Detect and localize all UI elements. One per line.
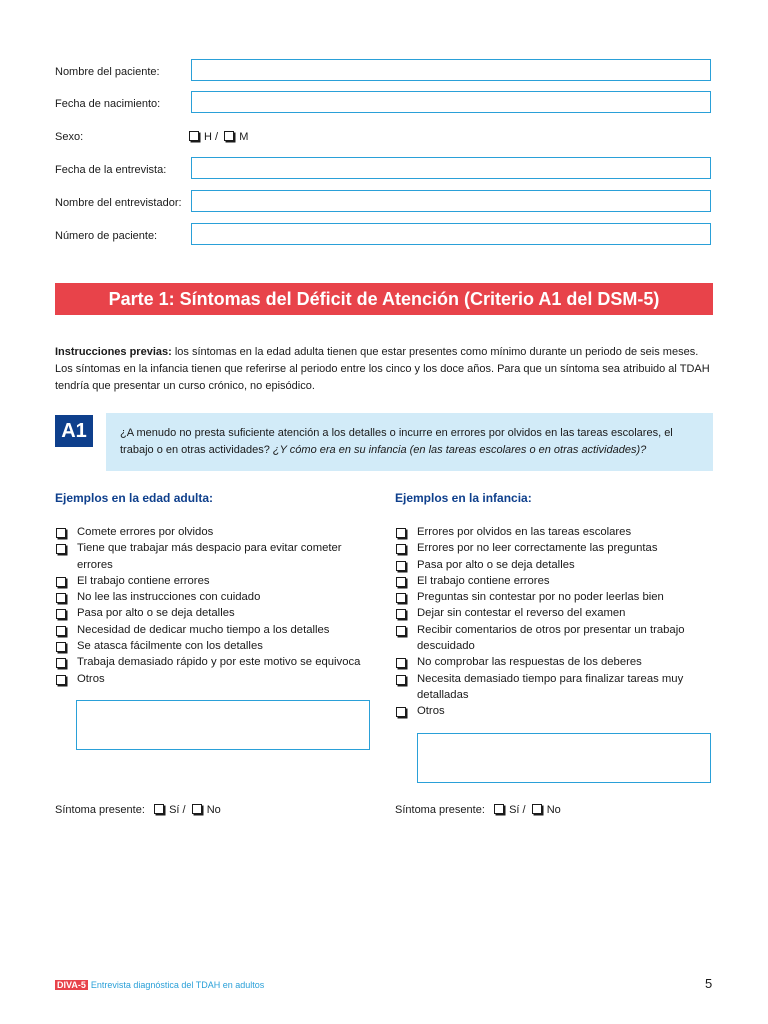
list-item-label: Trabaja demasiado rápido y por este motivo se equivoca (77, 656, 361, 669)
list-item-label: Errores por olvidos en las tareas escolares (417, 526, 632, 538)
list-item (55, 605, 375, 621)
criterion-badge: A1 (55, 415, 93, 447)
interview-date-field[interactable] (191, 157, 711, 179)
child-examples-list (395, 524, 713, 720)
list-item-label: Necesidad de dedicar mucho tiempo a los detalles (77, 623, 330, 636)
list-item (395, 540, 713, 556)
list-item (55, 671, 375, 687)
list-item-label: Pasa por alto o se deja detalles (417, 558, 575, 571)
list-item (395, 573, 713, 589)
list-item-label: Necesita demasiado tiempo para finalizar tareas muy detalladas (417, 672, 684, 701)
list-item-label: Preguntas sin contestar por no poder leerlas bien (417, 591, 664, 604)
instructions-heading: Instrucciones previas: (55, 346, 172, 358)
list-item-label: Errores por no leer correctamente las preguntas (417, 542, 658, 555)
list-item-label: Comete errores por olvidos (77, 526, 214, 538)
list-item-label: Se atasca fácilmente con los detalles (77, 640, 263, 653)
sex-m-label: M (239, 131, 249, 143)
list-item (55, 622, 375, 638)
list-item (55, 654, 375, 670)
checkbox[interactable] (396, 593, 406, 603)
checkbox[interactable] (56, 593, 66, 603)
instructions (55, 344, 715, 395)
checkbox[interactable] (56, 675, 66, 685)
list-item-label: Dejar sin contestar el reverso del examen (417, 607, 626, 620)
patient-number-field[interactable] (191, 223, 711, 245)
adult-examples-list (55, 524, 375, 687)
checkbox[interactable] (396, 609, 406, 619)
adult-symptom-present (55, 804, 221, 817)
page-number: 5 (705, 976, 713, 991)
list-item (55, 573, 375, 589)
checkbox[interactable] (396, 707, 406, 717)
child-other-notes-field[interactable] (417, 733, 711, 783)
child-yes-checkbox[interactable] (494, 804, 504, 814)
symptom-present-label: Síntoma presente: (55, 804, 145, 816)
checkbox[interactable] (56, 577, 66, 587)
list-item (395, 524, 713, 540)
child-no-checkbox[interactable] (532, 804, 542, 814)
list-item (395, 654, 713, 670)
checkbox[interactable] (396, 561, 406, 571)
sex-h-label: H / (204, 131, 219, 143)
yes-label: Sí / (509, 804, 526, 816)
list-item-label: No lee las instrucciones con cuidado (77, 591, 261, 604)
list-item (395, 671, 713, 704)
footer-text: Entrevista diagnóstica del TDAH en adultos (90, 980, 265, 990)
footer-brand-logo: DIVA-5 (57, 980, 86, 990)
list-item (55, 540, 375, 573)
list-item (395, 557, 713, 573)
list-item-label: Otros (77, 672, 105, 685)
list-item-label: Pasa por alto o se deja detalles (77, 607, 235, 620)
checkbox[interactable] (396, 675, 406, 685)
checkbox[interactable] (396, 626, 406, 636)
criterion-question-childhood: ¿Y cómo era en su infancia (en las tareas escolares o en otras actividades)? (272, 444, 647, 456)
checkbox[interactable] (56, 544, 66, 554)
section-title-banner: Parte 1: Síntomas del Déficit de Atención (Criterio A1 del DSM-5) (55, 283, 713, 315)
interview-date-label: Fecha de la entrevista: (55, 164, 167, 176)
birth-date-field[interactable] (191, 91, 711, 113)
child-symptom-present (395, 804, 561, 817)
list-item-label: Recibir comentarios de otros por presentar un trabajo descuidado (417, 623, 685, 653)
list-item (395, 589, 713, 605)
checkbox[interactable] (56, 658, 66, 668)
interviewer-name-field[interactable] (191, 190, 711, 212)
list-item (55, 638, 375, 654)
checkbox[interactable] (56, 642, 66, 652)
child-examples-heading: Ejemplos en la infancia: (395, 491, 532, 505)
checkbox[interactable] (396, 528, 406, 538)
interviewer-name-label: Nombre del entrevistador: (55, 197, 182, 209)
sex-label: Sexo: (55, 131, 84, 143)
no-label: No (206, 804, 221, 816)
sex-m-checkbox[interactable] (224, 131, 234, 141)
list-item-label: No comprobar las respuestas de los deberes (417, 656, 642, 669)
list-item (55, 524, 375, 540)
footer (55, 980, 264, 991)
patient-number-label: Número de paciente: (55, 230, 158, 242)
list-item-label: Otros (417, 705, 445, 718)
criterion-question-box (106, 413, 713, 471)
checkbox[interactable] (396, 658, 406, 668)
list-item (395, 605, 713, 621)
list-item (395, 703, 713, 719)
checkbox[interactable] (396, 577, 406, 587)
list-item (55, 589, 375, 605)
sex-options (189, 131, 248, 144)
criterion-question: ¿A menudo no presta suficiente atención a los detalles o incurre en errores por olvidos en las tareas escolares, el trabajo o en otras actividades? (120, 427, 673, 456)
list-item-label: El trabajo contiene errores (77, 574, 210, 587)
sex-h-checkbox[interactable] (189, 131, 199, 141)
adult-examples-heading: Ejemplos en la edad adulta: (55, 491, 214, 505)
checkbox[interactable] (56, 626, 66, 636)
patient-name-field[interactable] (191, 59, 711, 81)
symptom-present-label: Síntoma presente: (395, 804, 485, 816)
list-item-label: El trabajo contiene errores (417, 574, 550, 587)
checkbox[interactable] (396, 544, 406, 554)
list-item (395, 622, 713, 655)
adult-no-checkbox[interactable] (192, 804, 202, 814)
adult-yes-checkbox[interactable] (154, 804, 164, 814)
list-item-label: Tiene que trabajar más despacio para evitar cometer errores (77, 542, 342, 571)
instructions-text: los síntomas en la edad adulta tienen que estar presentes como mínimo durante un periodo de seis meses. Los síntomas en la infancia tienen que referirse al periodo entre los cinco y los doce años. Para que un síntoma sea atribuido al TDAH tendría que presentar un curso crónico, no episódico. (55, 346, 710, 392)
no-label: No (546, 804, 561, 816)
birth-date-label: Fecha de nacimiento: (55, 98, 161, 110)
checkbox[interactable] (56, 528, 66, 538)
patient-name-label: Nombre del paciente: (55, 66, 160, 78)
adult-other-notes-field[interactable] (76, 700, 370, 750)
yes-label: Sí / (169, 804, 186, 816)
checkbox[interactable] (56, 609, 66, 619)
